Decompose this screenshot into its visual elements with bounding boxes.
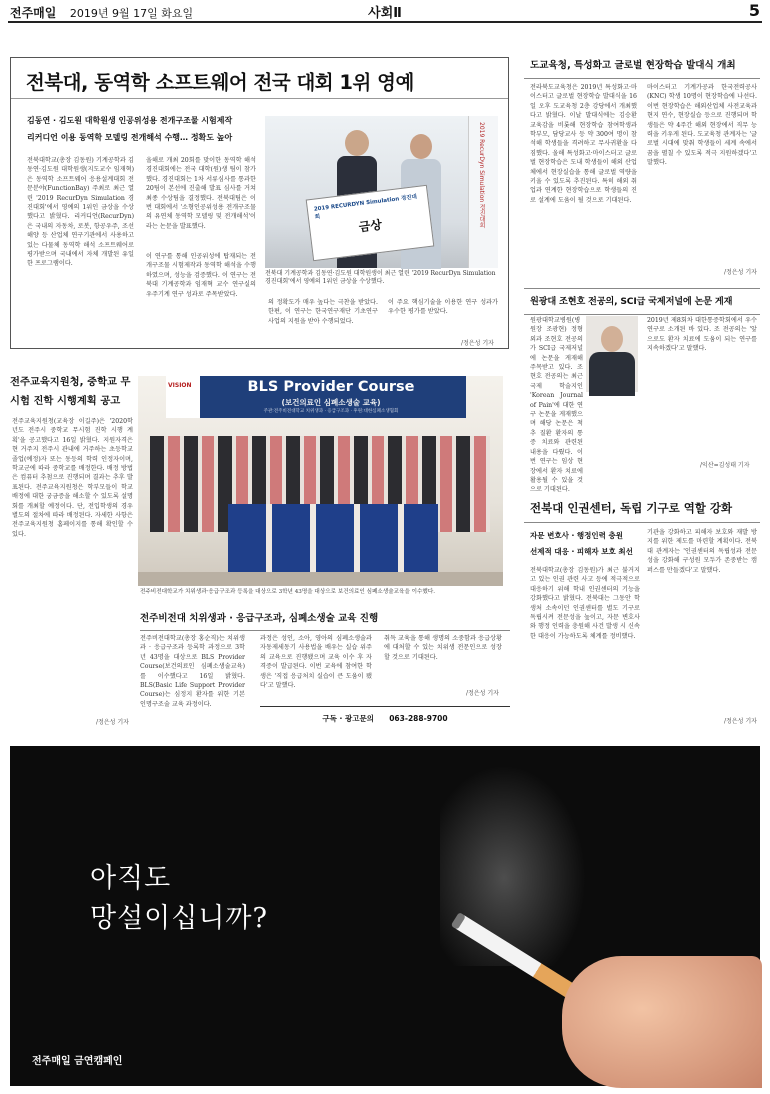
hand [562, 956, 762, 1088]
subscription-label: 구독 · 광고문의 [322, 714, 374, 723]
center2-body-col3: 취득 교육을 통해 생명의 소중함과 응급상황에 대처할 수 있는 치위생 전문인으로 성장할 것으로 기대된다. [384, 635, 502, 661]
right-article-2 [524, 288, 760, 494]
right2-title: 원광대 조현호 전공의, SCI급 국제저널에 논문 게재 [524, 288, 760, 315]
right3-title: 전북대 인권센터, 독립 기구로 역할 강화 [524, 500, 760, 523]
page-number: 5 [748, 1, 760, 20]
award-board-prize: 금상 [358, 217, 383, 235]
subscription-number: 063-288-9700 [389, 714, 448, 723]
right3-body-col2: 기관을 강화하고 피해자 보호와 재발 방지를 위한 제도를 마련할 계획이다. 전북대 관계자는 '인권센터의 독립성과 전문성을 강화해 구성원 모두가 존중받는 캠퍼스를 만들겠다'고 말했다. [647, 529, 757, 574]
lead-photo [265, 116, 498, 268]
lead-article [10, 57, 509, 349]
lead-byline: /정은성 기자 [461, 340, 494, 347]
antismoking-ad [10, 746, 760, 1086]
left2-byline: /정은성 기자 [96, 719, 129, 726]
subscription-box [260, 706, 510, 730]
ad-campaign-label: 전주매일 금연캠페인 [32, 1056, 123, 1067]
left-article-2 [10, 373, 135, 733]
lead-photo-caption: 전북대 기계공학과 김동연·김도원 대학원생이 최근 열린 '2019 RecurDyn Simulation 경진대회'에서 영예의 1위인 금상을 수상했다. [265, 270, 496, 285]
ad-headline-1: 아직도 [90, 863, 172, 894]
issue-date: 2019년 9월 17일 화요일 [69, 7, 194, 20]
lead-body-col2b: 이 연구를 통해 인공위성에 탑재되는 전개구조물 시험제작과 동역학 해석을 수행하였으며, 성능을 검증했다. 이 연구는 전북대 기계공학과 임재혁 교수 연구실의 우주기계 연구 성과로 주목받았다. [146, 253, 256, 298]
right3-byline: /정은성 기자 [724, 718, 757, 725]
group-front-row [228, 504, 438, 574]
bls-banner-logo: VISION [166, 376, 200, 418]
brand-name: 전주매일 [10, 6, 57, 20]
right2-body-col1: 원광대학교병원(병원장 조광현) 정형외과 조현호 전공의가 SCI급 국제저널에 논문을 게재해 주목받고 있다. 조현호 전공의는 최근 국제 학술지인 'Korean Journal of Pain'에 대한 연구 논문을 게재했으며 해당 논문은 척추 질환 환자의 통증 치료와 관련된 내용을 다뤘다. 이번 연구는 임상 현장에서 환자 치료에 활용될 수 있을 것으로 기대된다. [530, 317, 583, 494]
right-article-3 [524, 500, 760, 732]
lead-body-col4: 이 주요 핵심기술을 이용한 연구 성과가 우수한 평가를 받았다. [388, 299, 498, 316]
lead-title-rule [11, 98, 508, 99]
right1-title: 도교육청, 특성화고 글로벌 현장학습 발대식 개최 [524, 57, 760, 79]
banner-stand-text: 2019 RecurDyn Simulation 경진대회 [478, 122, 485, 229]
section-name: 사회Ⅱ [368, 6, 402, 21]
right1-byline: /정은성 기자 [724, 269, 757, 276]
lead-subhead-2: 리커디언 이용 동역학 모델링 전개해석 수행… 정확도 높아 [27, 133, 233, 142]
bls-photo [138, 376, 503, 586]
right3-subhead-1: 자문 변호사 · 행정인력 충원 [530, 531, 623, 540]
right3-subhead-2: 선제적 대응 · 피해자 보호 최선 [530, 547, 633, 556]
center2-title: 전주비전대 치위생과 · 응급구조과, 심폐소생술 교육 진행 [140, 610, 510, 631]
right3-body-col1: 전북대학교(총장 김동원)가 최근 불거지고 있는 인권 관련 사고 등에 적극적으로 대응하기 위해 학내 인권센터의 기능을 강화했다고 밝혔다. 전북대는 그동안 학생처 소속이던 인권센터를 별도 기구로 독립시켜 전문성을 높이고, 자문 변호사와 행정 인력을 충원해 사건 발생 시 신속한 대응이 가능하도록 체계를 정비했다. [530, 567, 640, 640]
lead-title: 전북대, 동역학 소프트웨어 전국 대회 1위 영예 [26, 71, 414, 94]
doctor-portrait [586, 316, 638, 392]
bls-photo-caption: 전주비전대학교가 치위생과·응급구조과 등록을 대상으로 3학년 43명을 대상으로 보건의료인 심폐소생술교육을 이수했다. [140, 589, 436, 595]
center2-byline: /정은성 기자 [466, 690, 499, 697]
center2-body-col1: 전주비전대학교(총장 홍순직)는 치위생과 · 응급구조과 등록학 과정으로 3학년 43명을 대상으로 BLS Provider Course(보건의료인 심폐소생술교육)를 이수했다고 16일 밝혔다. BLS(Basic Life Support Provider Course)는 심정지 환자를 위한 기본 인명구조술 교육 과정이다. [140, 635, 245, 708]
lead-body-col3: 의 정확도가 매우 높다는 극찬을 받았다. 한편, 이 연구는 한국연구재단 기초연구사업의 지원을 받아 수행되었다. [268, 299, 378, 325]
lead-body-col1: 전북대학교(총장 김동원) 기계공학과 김동연·김도원 대학원생(지도교수 임재혁)은 동역학 소프트웨어 응용설계대회 전문분야(FunctionBay) 주최로 최근 열린 '2019 RecurDyn Simulation 경진대회'에서 영예의 1위인 금상을 수상했다고 밝혔다. 리커디언(RecurDyn)은 국내의 자동차, 로봇, 항공우주, 조선해양 등 산업체 연구기관에서 사용하고 있는 다물체 동역학 해석 소프트웨어로 평가받으며 국내에서 자체 개발된 유일한 프로그램이다. [27, 157, 134, 268]
award-board-title: 2019 RECURDYN Simulation 경진대회 [313, 194, 418, 221]
left2-title: 전주교육지원청, 중학교 무시험 진학 시행계획 공고 [10, 376, 131, 407]
ad-headline-2: 망설이십니까? [90, 903, 268, 934]
lead-subhead-1: 김동연 · 김도원 대학원생 인공위성용 전개구조물 시험제작 [27, 116, 233, 125]
banner-stand [468, 116, 498, 268]
right2-body-col2: 2019년 제8회차 대한통증학회에서 우수 연구로 소개된 바 있다. 조 전공의는 '앞으로도 환자 치료에 도움이 되는 연구를 지속하겠다'고 말했다. [647, 317, 757, 353]
left2-body: 전주교육지원청(교육장 이길주)은 '2020학년도 전주시 중학교 무시험 진학 시행 계획'을 공고했다고 16일 밝혔다. 지원자격은 현 거주지 전주시 관내에 거주하는 초등학교 졸업(예정)자 또는 동등의 학력 인정자이며, 학교군에 따라 중학교를 배정한다. 배정 방법은 컴퓨터 추첨으로 진행되며 결과는 추후 발표된다. 전주교육지원청은 학부모들이 학교 배정에 대한 궁금증을 해소할 수 있도록 설명회를 개최할 예정이다. 단, 전입학생의 경우 별도의 절차에 따라 배정된다. 자세한 사항은 전주교육지원청 홈페이지를 통해 확인할 수 있다. [12, 418, 133, 538]
photo-floor [138, 572, 503, 586]
right1-body-col1: 전라북도교육청은 2019년 특성화고·마이스터고 글로벌 현장학습 발대식을 16일 오후 도교육청 2층 강당에서 개최했다고 밝혔다. 이날 발대식에는 김승환 교육감을 비롯해 현장학습 참여학생과 학부모, 담당교사 등 약 300여 명이 참석해 학생들을 격려하고 무사귀환을 다짐했다. 올해 특성화고·마이스터고 글로벌 현장학습은 도내 학생들이 해외 산업체에서 현장실습을 통해 글로벌 역량을 키울 수 있도록 추진된다. 특히 해외 취업과 연계한 현장학습으로 학생들의 진로 설계에 도움이 될 것으로 기대된다. [530, 84, 637, 204]
right2-byline: /익산=김성태 기자 [700, 462, 750, 469]
lead-body-col2: 올해로 개최 20회를 맞이한 동역학 해석 경진대회에는 전국 대학(원)생 팀이 참가했다. 경진대회는 1차 서류심사를 통과한 20팀이 본선에 진출해 발표 심사를 거쳐 최종 수상팀을 결정했다. 전북대팀은 이번 대회에서 '소형인공위성용 전개구조물의 유연체 동역학 모델링 및 전개해석'이라는 논문을 발표했다. [146, 157, 256, 230]
bls-banner-subtitle: (보건의료인 심폐소생술 교육) [281, 398, 381, 407]
right-article-1 [524, 57, 760, 282]
center2-body-col2: 과정은 성인, 소아, 영아의 심폐소생술과 자동제세동기 사용법을 배우는 실습 위주의 교육으로 진행됐으며 교육 이수 후 자격증이 발급된다. 이번 교육에 참여한 학생은 '직접 응급처치 실습이 큰 도움이 됐다'고 말했다. [260, 635, 372, 690]
right1-body-col2: 마이스터고 기계가공과 한국전력공사(KNC) 학생 10명이 현장학습에 나선다. 이번 현장학습은 해외산업체 사전교육과 현지 연수, 현장실습 등으로 진행되며 학생들은 약 4주간 해외 현장에서 직무 능력을 키우게 된다. 도교육청 관계자는 '글로벌 시대에 맞춰 학생들이 세계 속에서 꿈을 펼칠 수 있도록 적극 지원하겠다'고 말했다. [647, 84, 757, 167]
header-rule [8, 21, 762, 23]
bls-banner-small: 주관:전주비전대학교 치위생과 · 응급구조과 · 후원:대한심폐소생협회 [263, 409, 399, 414]
bls-banner-title: BLS Provider Course [247, 379, 415, 395]
bls-banner [166, 376, 466, 418]
